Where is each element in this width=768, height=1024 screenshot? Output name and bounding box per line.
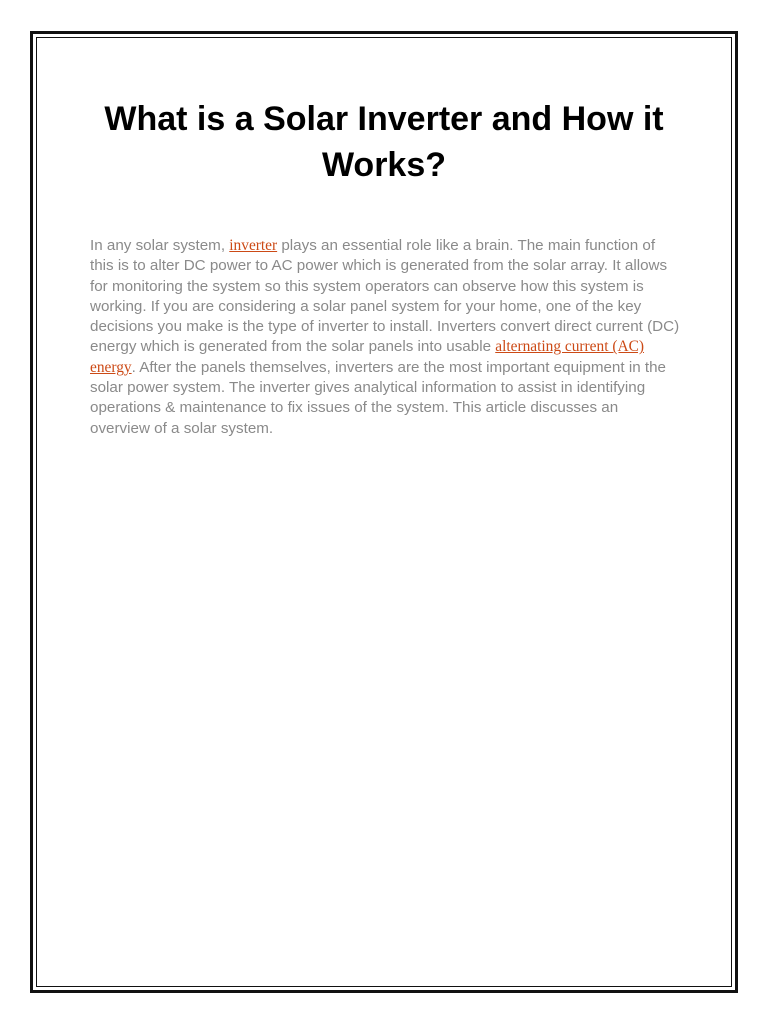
inverter-link[interactable]: inverter [229, 237, 278, 254]
page-title: What is a Solar Inverter and How it Works? [104, 100, 664, 184]
intro-paragraph [90, 236, 680, 439]
paragraph-text-middle: plays an essential role like a brain. The main function of this is to alter DC power to AC power which is generated from the solar array. It allows for monitoring the system so this system operators can observe how this system is working. If you are considering a solar panel system for your home, one of the key decisions you make is the type of inverter to install. Inverters convert direct current (DC) energy which is generated from the solar panels into usable [90, 237, 680, 356]
alternating-current-link[interactable]: alternating current (AC) energy [90, 338, 644, 376]
paragraph-text-end: . After the panels themselves, inverters are the most important equipment in the solar power system. The inverter gives analytical information to assist in identifying operations & maintenance to fix issues of the system. This article discusses an overview of a solar system. [90, 358, 666, 437]
paragraph-text-start: In any solar system, [90, 237, 230, 254]
